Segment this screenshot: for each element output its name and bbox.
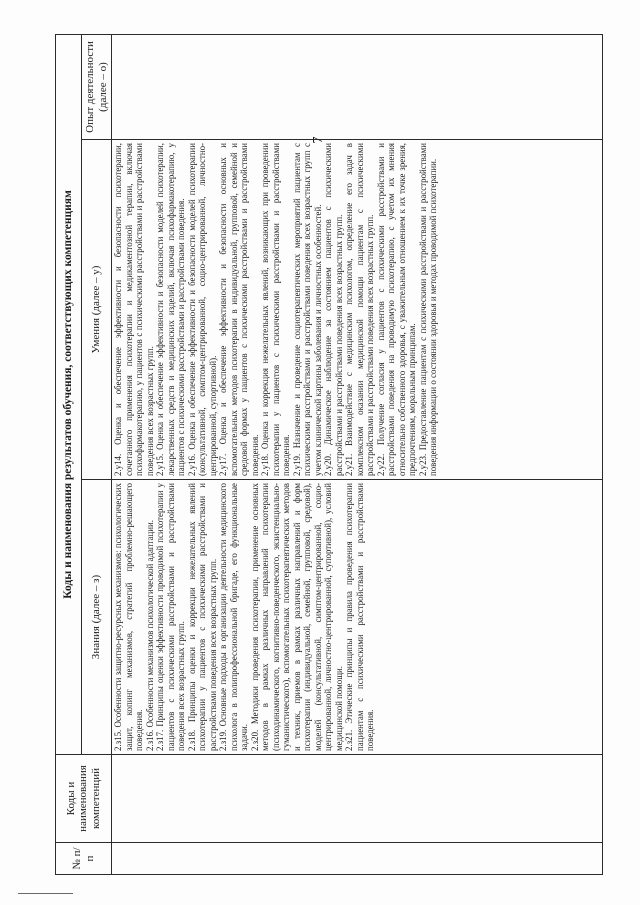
knowledge-item: 2.з19. Основные подходы в организации деятельности медицинского психолога в полипрофессиональной бригаде, его функциональные задачи. [218,483,249,751]
page-number: 7 [311,136,326,144]
skill-item: 2.у19. Назначение и проведение социотерапевтических мероприятий пациентам с психическими расстройствами и расстройствами поведения всех возрастных групп с учетом клинической картины заболевания и личностных особенностей. [291,143,323,476]
footer-rule [18,893,73,894]
competency-table [55,34,603,875]
knowledge-item: 2.з17. Принципы оценки эффективности проводимой психотерапии у пациентов с психическими расстройствами и расстройствами поведения всех возрастных групп. [155,483,186,751]
header-knowledge: Знания (далее – з) [82,480,112,755]
header-number: № п/п [56,843,112,875]
knowledge-item: 2.з16. Особенности механизмов психологической адаптации. [144,520,155,751]
header-competency-codes: Коды и наименования компетенций [56,755,112,843]
knowledge-item: 2.з20. Методики проведения психотерапии, применение основных методов в рамках различных направлений психотерапии (психодинамического, когнитивно-поведенческого, экзистенциально-гуманистического), вспомогательных психотерапевтических методов и техник, приемов в рамках различных направлений и форм психотерапии (индивидуальной, семейной, групповой, средовой), моделей (консультативной, симптом-центрированной, социо-центрированной, личностно-центрированной, супортивной), условий медицинской помощи. [249,483,344,751]
skill-item: 2.у18. Оценка и коррекция нежелательных явлений, возникающих при проведении психотерапии у пациентов с психическими расстройствами и расстройствами поведения. [260,143,291,476]
knowledge-item: 2.з21. Этические принципы и правила проведения психотерапии пациентам с психическими расстройствами и расстройствами поведения. [344,483,375,751]
skill-item: 2.у22. Получение согласия у пациентов с психическими расстройствами и расстройствами поведения на проводимую психотерапию, с учетом их мнения относительно собственного здоровья, с уважительным отношением к их точке зрения, предпочтениям, моральным принципам. [375,143,417,476]
skill-item: 2.у21. Взаимодействие с медицинским психологом, определение его задач в комплексном оказании медицинской помощи пациентам с психическими расстройствами и расстройствами поведения всех возрастных групп. [344,143,375,476]
skill-item: 2.у14. Оценка и обеспечение эффективности и безопасности психотерапии, сочетанного применения психотерапии и медикаментозной терапии, включая психофармакотерапию, у пациентов с психическими расстройствами и расстройствами поведения всех возрастных групп. [113,143,155,476]
number-cell [112,843,603,875]
competency-cell [112,755,603,843]
skills-cell [112,140,603,480]
knowledge-item: 2.з18. Принципы оценки и коррекции нежелательных явлений психотерапии у пациентов с психическими расстройствами и расстройствами поведения всех возрастных групп. [186,483,218,751]
competency-table-rotated [55,35,603,875]
header-experience: Опыт деятельности (далее – о) [82,34,112,139]
header-skills: Умения (далее – у) [82,140,112,480]
skill-item: 2.у23. Предоставление пациентам с психическими расстройствами и расстройствами поведения информации о состоянии здоровья и методах проводимой психотерапии. [417,143,438,476]
experience-cell [112,34,603,139]
knowledge-cell [112,480,603,755]
knowledge-item: 2.з15. Особенности защитно-ресурсных механизмов: психологических защит, копинг механизмов, стратегий проблемно-решающего поведения. [113,483,144,751]
skill-item: 2.у15. Оценка и обеспечение эффективности и безопасности моделей психотерапии, лекарственных средств и медицинских изделий, включая психофармакотерапию, у пациентов с психическими расстройствами и расстройствами поведения. [155,143,186,476]
skill-item: 2.у20. Динамическое наблюдение за состоянием пациентов с психическими расстройствами и расстройствами поведения всех возрастных групп. [323,143,344,476]
header-learning-outcomes: Коды и наименования результатов обучения, соответствующих компетенциям [56,34,82,754]
skill-item: 2.у17. Оценка и обеспечение эффективности и безопасности основных и вспомогательных методов психотерапии в индивидуальной, групповой, семейной и средовой формах у пациентов с психическими расстройствами и расстройствами поведения. [218,143,260,476]
skill-item: 2.у16. Оценка и обеспечение эффективности и безопасности моделей психотерапии (консультативной, симптом-центрированной, социо-центрированной, личностно-центрированной, супортивной). [186,143,218,476]
